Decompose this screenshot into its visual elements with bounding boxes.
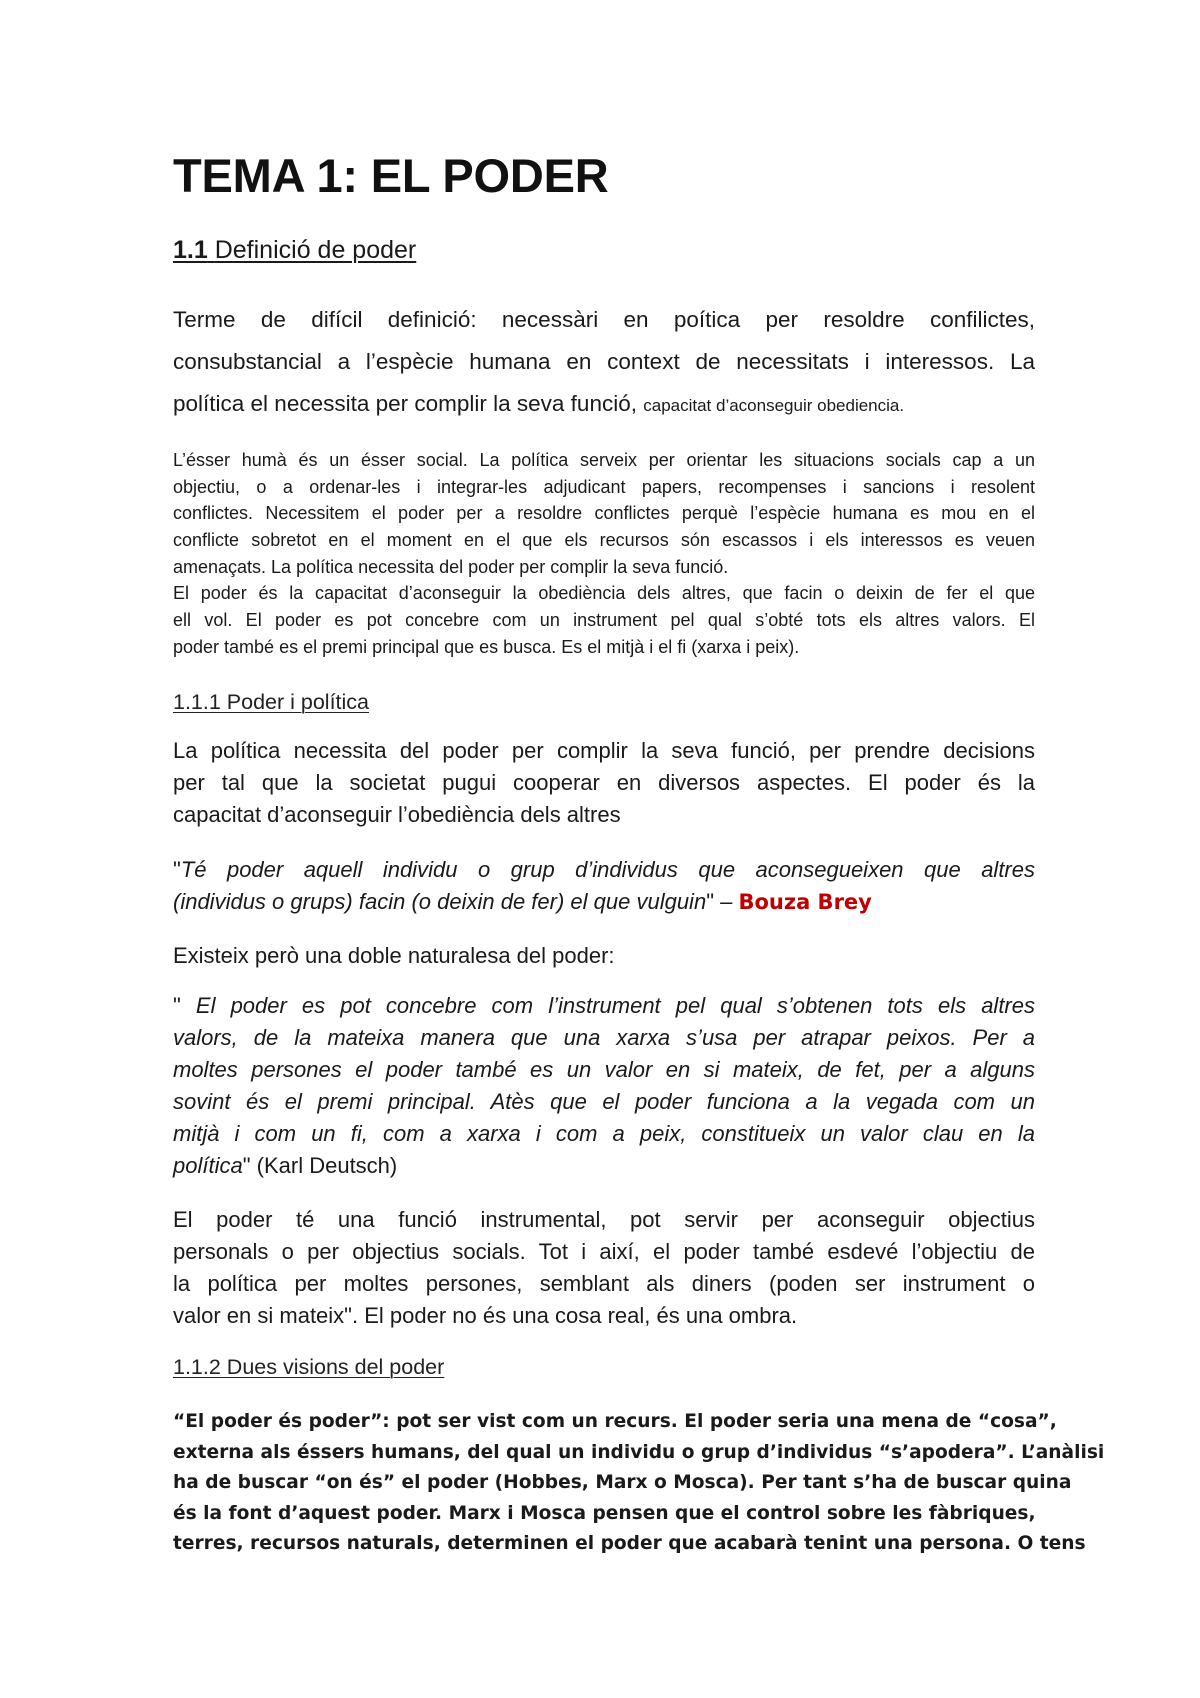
summary-line: ell vol. El poder es pot concebre com un instrument pel qual s’obté tots els altres valors. El (173, 610, 1035, 631)
quote-author: (Karl Deutsch) (250, 1153, 398, 1178)
intro-line-small: capacitat d’aconseguir obediencia. (643, 396, 905, 415)
summary-line: conflictes. Necessitem el poder per a resoldre conflictes perquè l’espècie humana es mou en el (173, 503, 1035, 524)
quote-line: (individus o grups) facin (o deixin de fer) el que vulguin" – Bouza Brey (173, 889, 872, 914)
quote-text: política (173, 1153, 243, 1178)
intro-line: Terme de difícil definició: necessàri en poítica per resoldre confilictes, (173, 307, 1035, 332)
instrumental-paragraph (173, 1204, 1035, 1332)
intro-line: consubstancial a l’espècie humana en context de necessitats i interessos. La (173, 349, 1035, 374)
summary-line: amenaçats. La política necessita del poder per complir la seva funció. (173, 556, 729, 577)
quote-line: mitjà i com un fi, com a xarxa i com a peix, constitueix un valor clau en la (173, 1121, 1035, 1146)
subsection-heading-1: 1.1.1 Poder i política (173, 690, 370, 714)
body-line: valor en si mateix". El poder no és una cosa real, és una ombra. (173, 1303, 798, 1328)
dual-nature-paragraph (173, 940, 1035, 972)
quote-line: sovint és el premi principal. Atès que el poder funciona a la vegada com un (173, 1089, 1035, 1114)
bold-line: externa als éssers humans, del qual un individu o grup d’individus “s’apodera”. L’anàlisi (173, 1441, 1105, 1463)
poder-politica-paragraph (173, 735, 1035, 831)
quote-line: valors, de la mateixa manera que una xarxa s’usa per atrapar peixos. Per a (173, 1025, 1035, 1050)
quote-line: " El poder es pot concebre com l’instrument pel qual s’obtenen tots els altres (173, 993, 1035, 1018)
body-line: capacitat d’aconseguir l’obediència dels altres (173, 802, 621, 827)
deutsch-quote (173, 990, 1035, 1182)
summary-line: poder també es el premi principal que es busca. Es el mitjà i el fi (xarxa i peix). (173, 636, 800, 657)
document-title: TEMA 1: EL PODER (173, 149, 609, 202)
quote-text: (individus o grups) facin (o deixin de fer) el que vulguin (173, 889, 707, 914)
quote-line: política" (Karl Deutsch) (173, 1153, 398, 1178)
summary-line: objectiu, o a ordenar-les i integrar-les adjudicant papers, recompenses i sancions i resolent (173, 476, 1035, 497)
section-title: Definició de poder (214, 236, 417, 264)
quote-line: moltes persones el poder també es un valor en si mateix, de fet, per a alguns (173, 1057, 1035, 1082)
body-line: La política necessita del poder per complir la seva funció, per prendre decisions (173, 738, 1035, 763)
intro-line-main: política el necessita per complir la seva funció, (173, 391, 644, 416)
summary-line: L’ésser humà és un ésser social. La política serveix per orientar les situacions socials cap a un (173, 450, 1035, 470)
body-line: Existeix però una doble naturalesa del poder: (173, 943, 615, 968)
section-heading (173, 236, 416, 265)
bold-line: ha de buscar “on és” el poder (Hobbes, Marx o Mosca). Per tant s’ha de buscar quina (173, 1472, 1072, 1493)
bouza-brey-quote (173, 854, 1035, 918)
subsection-heading-2: 1.1.2 Dues visions del poder (173, 1355, 445, 1379)
dues-visions-paragraph (173, 1407, 1105, 1560)
quote-line: "Té poder aquell individu o grup d’individus que aconsegueixen que altres (173, 857, 1035, 882)
summary-line: conflicte sobretot en el moment en el que els recursos són escassos i els interessos es veuen (173, 530, 1035, 551)
quote-text: El poder es pot concebre com l’instrument pel qual s’obtenen tots els altres (180, 993, 1035, 1018)
quote-dash: – (714, 889, 739, 914)
section-number: 1.1 (173, 236, 208, 264)
intro-paragraph (173, 299, 1035, 425)
intro-line (173, 383, 1035, 425)
quote-author: Bouza Brey (738, 890, 872, 914)
bold-line: “El poder és poder”: pot ser vist com un recurs. El poder seria una mena de “cosa”, (173, 1411, 1057, 1432)
body-line: El poder té una funció instrumental, pot servir per aconseguir objectius (173, 1207, 1035, 1232)
body-line: per tal que la societat pugui cooperar en diversos aspectes. El poder és la (173, 770, 1035, 795)
body-line: la política per moltes persones, semblant als diners (poden ser instrument o (173, 1271, 1035, 1296)
summary-line: El poder és la capacitat d’aconseguir la obediència dels altres, que facin o deixin de fer el que (173, 583, 1035, 604)
bold-line: és la font d’aquest poder. Marx i Mosca pensen que el control sobre les fàbriques, (173, 1502, 1036, 1524)
body-line: personals o per objectius socials. Tot i així, el poder també esdevé l’objectiu de (173, 1239, 1035, 1264)
quote-text: Té poder aquell individu o grup d’individus que aconsegueixen que altres (180, 857, 1035, 882)
summary-paragraph (173, 447, 1035, 661)
bold-line: terres, recursos naturals, determinen el poder que acabarà tenint una persona. O tens (173, 1533, 1086, 1554)
